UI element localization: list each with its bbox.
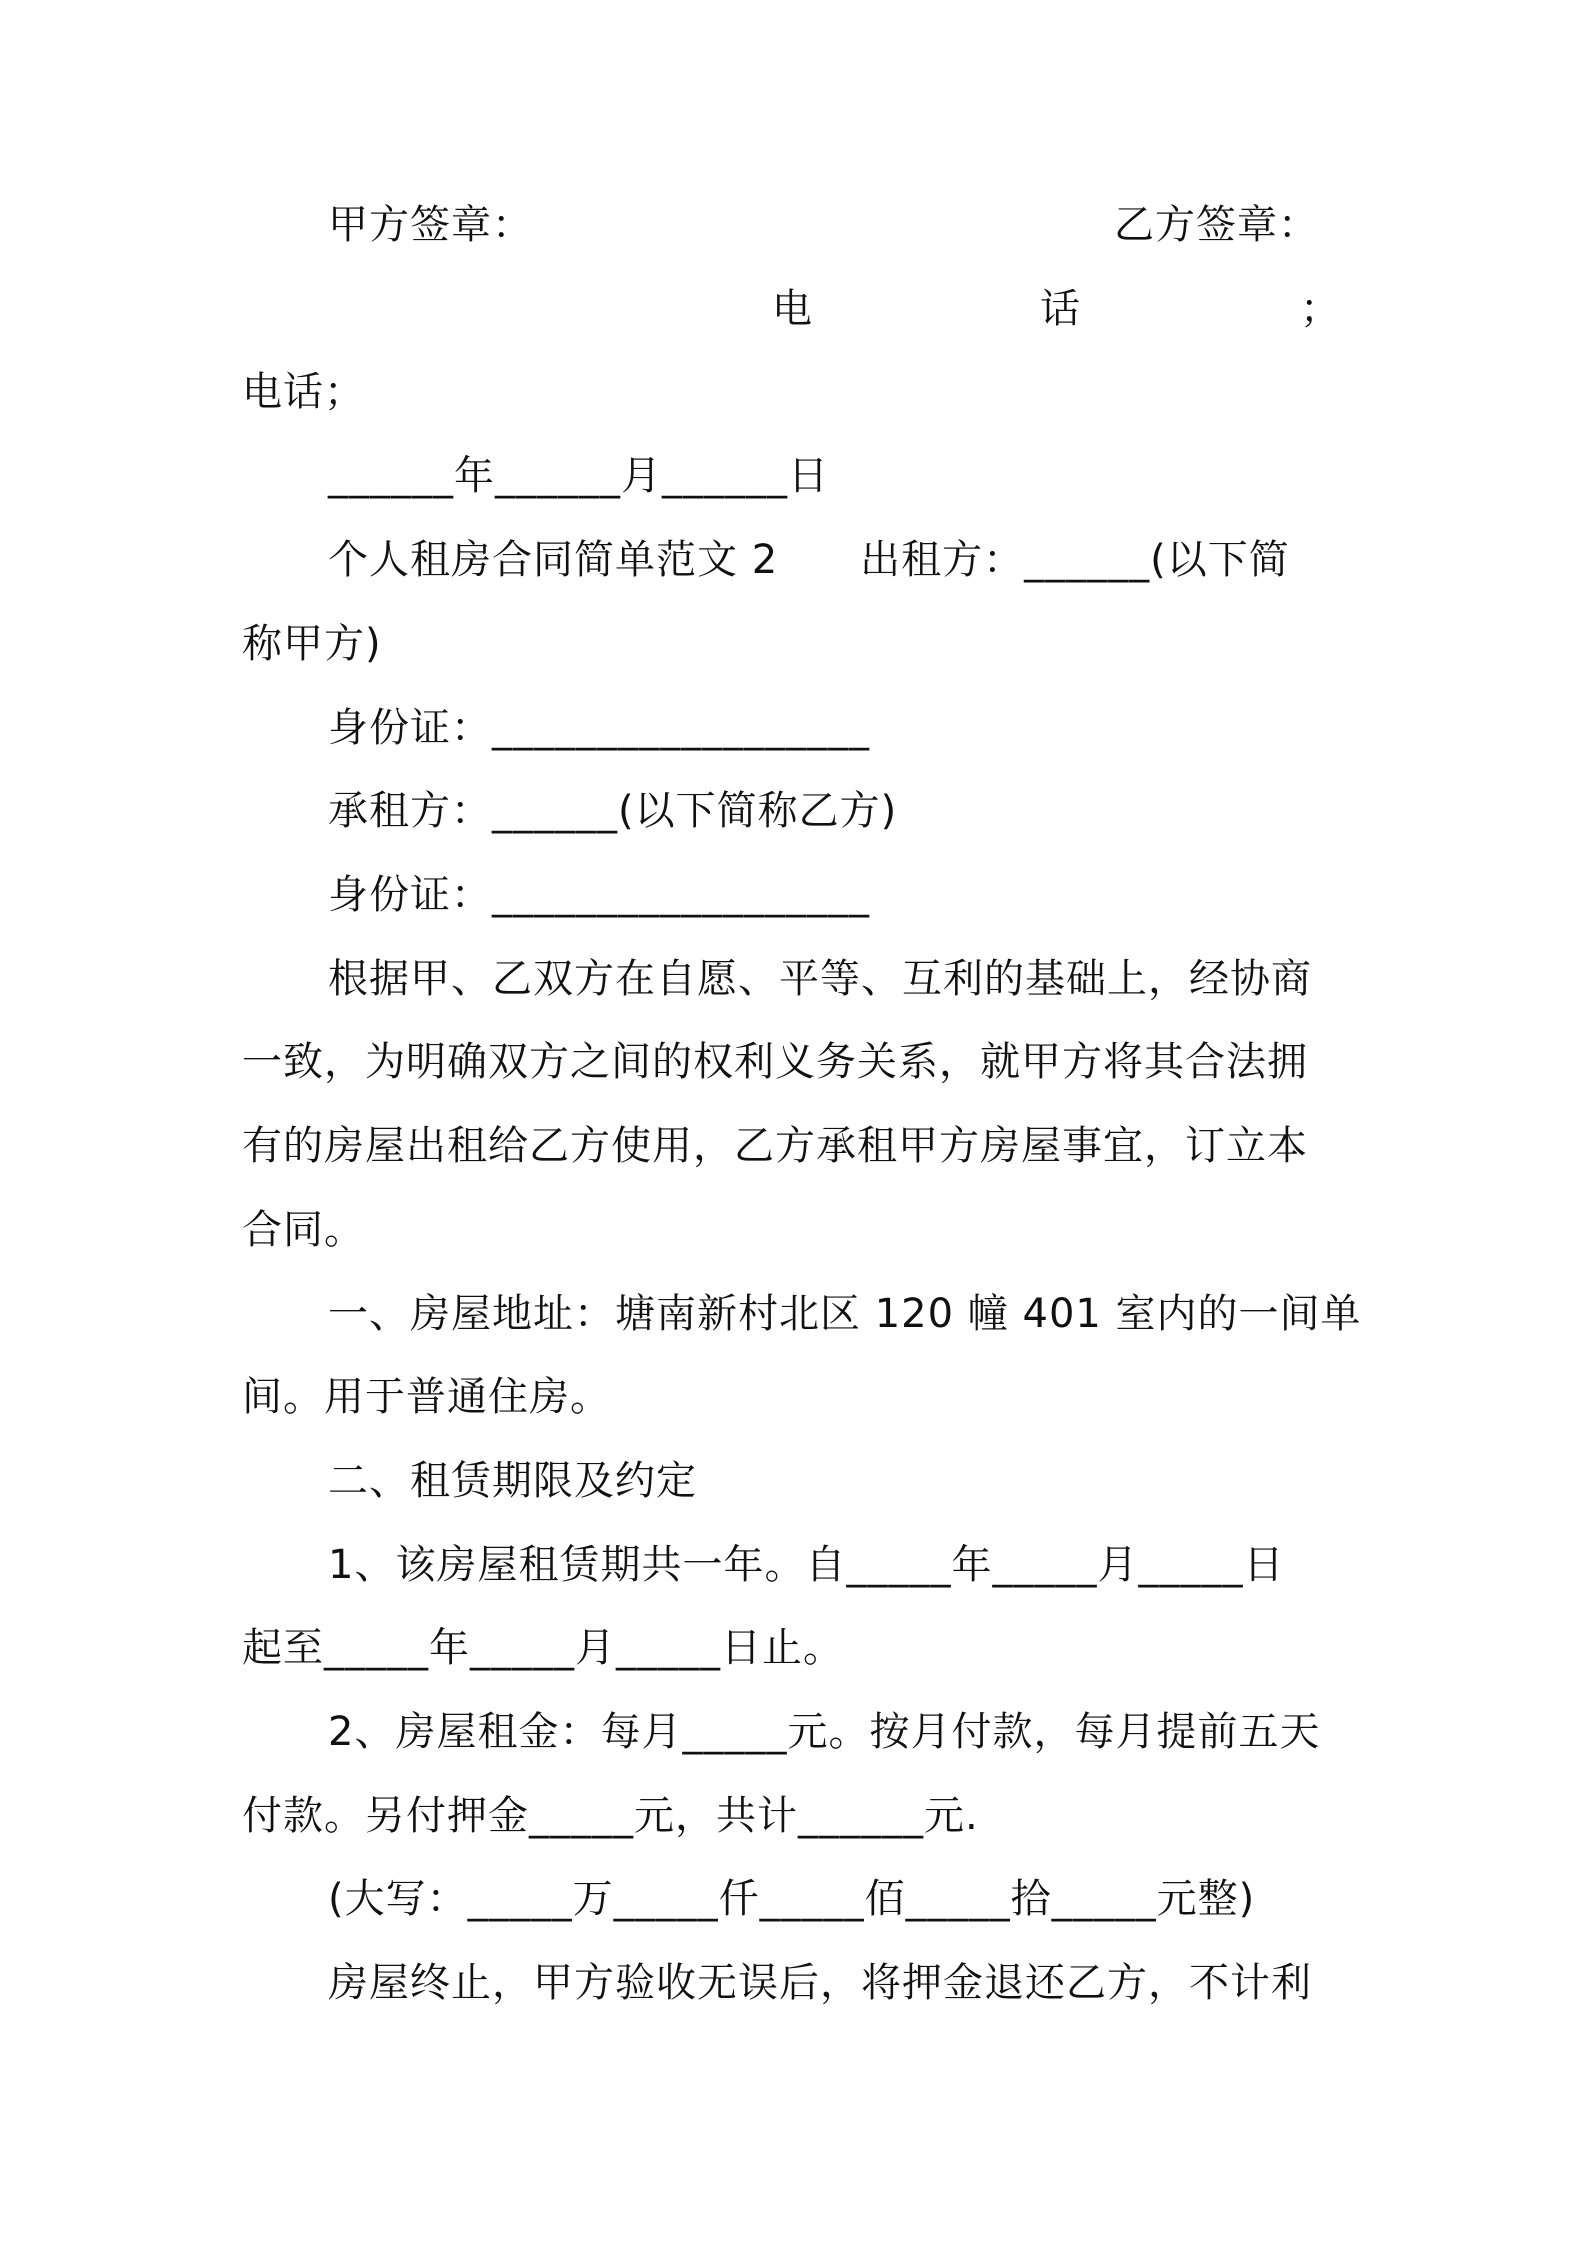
clause-2: 2、房屋租金：每月_____元。按月付款，每月提前五天	[328, 1709, 1321, 1755]
body-line: 房屋终止，甲方验收无误后，将押金退还乙方，不计利	[328, 1960, 1312, 2006]
phone-char-1: 电	[772, 286, 813, 332]
section-lease-term: 二、租赁期限及约定	[328, 1458, 697, 1504]
body-line: 起至_____年_____月_____日止。	[242, 1625, 844, 1671]
party-b-signature-label: 乙方签章：	[1114, 202, 1319, 248]
body-line: 合同。	[242, 1207, 365, 1253]
body-line: 根据甲、乙双方在自愿、平等、互利的基础上，经协商	[328, 956, 1312, 1002]
body-line: 称甲方)	[242, 621, 382, 667]
section-address: 一、房屋地址：塘南新村北区 120 幢 401 室内的一间单	[328, 1291, 1362, 1337]
body-line: 一致，为明确双方之间的权利义务关系，就甲方将其合法拥	[242, 1039, 1308, 1085]
lessee-line: 承租方：______(以下简称乙方)	[328, 788, 898, 834]
phone-semicolon: ；	[1300, 286, 1341, 332]
date-line: ______年______月______日	[328, 453, 829, 499]
phone-label: 电话；	[242, 369, 365, 415]
amount-in-words-line: (大写：_____万_____仟_____佰_____拾_____元整)	[328, 1876, 1256, 1922]
lessor-id-line: 身份证：__________________	[328, 705, 870, 751]
lessee-id-line: 身份证：__________________	[328, 872, 870, 918]
clause-1: 1、该房屋租赁期共一年。自_____年_____月_____日	[328, 1542, 1285, 1588]
party-a-signature-label: 甲方签章：	[328, 202, 533, 248]
phone-char-2: 话	[1040, 286, 1081, 332]
body-line: 间。用于普通住房。	[242, 1374, 611, 1420]
contract-title-lessor: 个人租房合同简单范文 2 出租方：______(以下简	[328, 537, 1290, 583]
body-line: 付款。另付押金_____元，共计______元.	[242, 1793, 979, 1839]
body-line: 有的房屋出租给乙方使用，乙方承租甲方房屋事宜，订立本	[242, 1123, 1308, 1169]
